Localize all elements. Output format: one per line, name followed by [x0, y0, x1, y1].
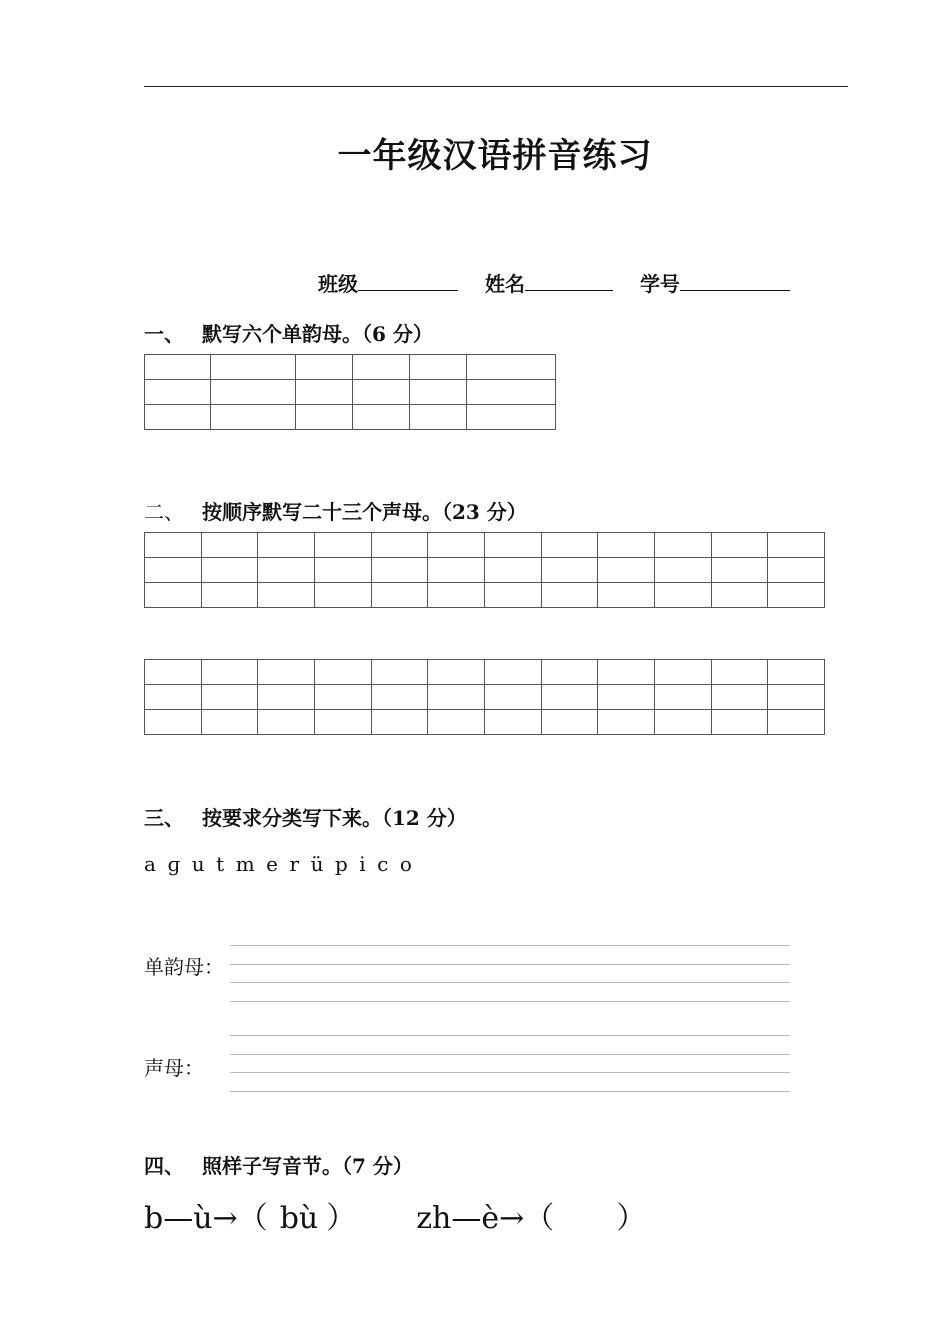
- exercise-final: è: [481, 1201, 500, 1236]
- grid-cell[interactable]: [314, 558, 371, 583]
- grid-cell[interactable]: [145, 583, 202, 608]
- grid-cell[interactable]: [145, 710, 202, 735]
- grid-cell[interactable]: [484, 533, 541, 558]
- letter-item: r: [289, 852, 300, 876]
- grid-cell[interactable]: [711, 710, 768, 735]
- grid-cell[interactable]: [353, 380, 410, 405]
- grid-cell[interactable]: [428, 533, 485, 558]
- grid-cell[interactable]: [211, 355, 296, 380]
- grid-cell[interactable]: [467, 355, 556, 380]
- letter-list: [144, 852, 423, 876]
- grid-cell[interactable]: [410, 405, 467, 430]
- grid-cell[interactable]: [484, 558, 541, 583]
- letter-item: t: [216, 852, 225, 876]
- grid-cell[interactable]: [353, 405, 410, 430]
- open-paren: （: [524, 1201, 555, 1236]
- grid-cell[interactable]: [598, 583, 655, 608]
- grid-row: [145, 355, 556, 380]
- grid-cell[interactable]: [145, 558, 202, 583]
- grid-cell[interactable]: [258, 583, 315, 608]
- writing-line[interactable]: [230, 1072, 790, 1073]
- header-rule: [144, 86, 848, 87]
- section-2-number: 二、: [144, 500, 184, 524]
- grid-cell[interactable]: [467, 380, 556, 405]
- writing-line[interactable]: [230, 1035, 790, 1036]
- section-4-text: 照样子写音节。（7 分）: [202, 1154, 413, 1178]
- close-paren: ）: [616, 1201, 647, 1236]
- grid-cell[interactable]: [541, 583, 598, 608]
- grid-cell[interactable]: [314, 533, 371, 558]
- close-paren: ）: [326, 1201, 357, 1236]
- grid-cell[interactable]: [654, 685, 711, 710]
- example-final: ù: [193, 1201, 213, 1236]
- grid-cell[interactable]: [371, 558, 428, 583]
- grid-cell[interactable]: [145, 405, 211, 430]
- grid-cell[interactable]: [371, 660, 428, 685]
- section-3-number: 三、: [144, 806, 184, 830]
- name-field[interactable]: [525, 270, 613, 291]
- grid-row: [145, 660, 825, 685]
- grid-cell[interactable]: [145, 533, 202, 558]
- grid-cell[interactable]: [711, 583, 768, 608]
- section-1-heading: [144, 318, 433, 347]
- grid-cell[interactable]: [145, 685, 202, 710]
- grid-cell[interactable]: [428, 710, 485, 735]
- grid-cell[interactable]: [258, 685, 315, 710]
- class-field[interactable]: [358, 270, 458, 291]
- exercise-dash: —: [451, 1201, 482, 1236]
- letter-item: i: [359, 852, 366, 876]
- initials-grid-2[interactable]: [144, 659, 825, 735]
- grid-cell[interactable]: [484, 685, 541, 710]
- grid-cell[interactable]: [201, 685, 258, 710]
- grid-cell[interactable]: [541, 710, 598, 735]
- single-finals-grid[interactable]: [144, 354, 556, 430]
- grid-cell[interactable]: [484, 583, 541, 608]
- grid-cell[interactable]: [145, 660, 202, 685]
- section-2-heading: [144, 496, 527, 525]
- grid-cell[interactable]: [541, 685, 598, 710]
- grid-cell[interactable]: [711, 660, 768, 685]
- grid-cell[interactable]: [768, 558, 825, 583]
- grid-cell[interactable]: [598, 710, 655, 735]
- grid-cell[interactable]: [410, 355, 467, 380]
- page-title: 一年级汉语拼音练习: [337, 136, 653, 176]
- grid-cell[interactable]: [410, 380, 467, 405]
- grid-row: [145, 533, 825, 558]
- section-2-text: 按顺序默写二十三个声母。（23 分）: [202, 500, 527, 524]
- grid-cell[interactable]: [145, 380, 211, 405]
- grid-cell[interactable]: [428, 583, 485, 608]
- grid-cell[interactable]: [296, 380, 353, 405]
- section-4-heading: [144, 1150, 413, 1179]
- grid-cell[interactable]: [598, 558, 655, 583]
- grid-cell[interactable]: [598, 685, 655, 710]
- grid-cell[interactable]: [654, 710, 711, 735]
- arrow-icon: →: [499, 1201, 525, 1236]
- grid-row: [145, 558, 825, 583]
- grid-cell[interactable]: [258, 660, 315, 685]
- section-1-number: 一、: [144, 322, 184, 346]
- grid-cell[interactable]: [654, 533, 711, 558]
- grid-cell[interactable]: [768, 710, 825, 735]
- grid-cell[interactable]: [201, 710, 258, 735]
- grid-cell[interactable]: [598, 533, 655, 558]
- grid-cell[interactable]: [371, 685, 428, 710]
- section-4-number: 四、: [144, 1154, 184, 1178]
- grid-cell[interactable]: [541, 558, 598, 583]
- letter-item: ü: [310, 852, 324, 876]
- grid-cell[interactable]: [541, 660, 598, 685]
- grid-cell[interactable]: [258, 558, 315, 583]
- grid-row: [145, 380, 556, 405]
- name-label: 姓名: [484, 272, 525, 296]
- grid-row: [145, 583, 825, 608]
- writing-line[interactable]: [230, 1001, 790, 1002]
- grid-cell[interactable]: [467, 405, 556, 430]
- grid-row: [145, 685, 825, 710]
- writing-line[interactable]: [230, 982, 790, 983]
- section-3-heading: [144, 802, 467, 831]
- grid-cell[interactable]: [654, 583, 711, 608]
- grid-cell[interactable]: [484, 660, 541, 685]
- grid-row: [145, 405, 556, 430]
- initials-label: 声母：: [144, 1056, 204, 1080]
- student-info: [318, 268, 790, 297]
- grid-cell[interactable]: [598, 660, 655, 685]
- grid-cell[interactable]: [711, 558, 768, 583]
- grid-cell[interactable]: [428, 685, 485, 710]
- letter-item: a: [144, 852, 156, 876]
- class-label: 班级: [318, 272, 358, 296]
- grid-cell[interactable]: [768, 533, 825, 558]
- example-answer: bù: [279, 1201, 319, 1236]
- grid-cell[interactable]: [711, 685, 768, 710]
- grid-cell[interactable]: [371, 583, 428, 608]
- letter-item: m: [235, 852, 255, 876]
- grid-cell[interactable]: [711, 533, 768, 558]
- grid-cell[interactable]: [258, 710, 315, 735]
- grid-cell[interactable]: [314, 583, 371, 608]
- example-initial: b: [144, 1201, 164, 1236]
- grid-cell[interactable]: [768, 685, 825, 710]
- id-label: 学号: [639, 272, 680, 296]
- letter-item: o: [399, 852, 412, 876]
- grid-cell[interactable]: [654, 558, 711, 583]
- grid-cell[interactable]: [541, 533, 598, 558]
- writing-line[interactable]: [230, 1054, 790, 1055]
- single-finals-label: 单韵母：: [144, 955, 224, 979]
- grid-cell[interactable]: [201, 558, 258, 583]
- grid-cell[interactable]: [353, 355, 410, 380]
- grid-cell[interactable]: [428, 660, 485, 685]
- letter-item: u: [191, 852, 205, 876]
- grid-cell[interactable]: [201, 533, 258, 558]
- grid-cell[interactable]: [314, 710, 371, 735]
- grid-cell[interactable]: [201, 583, 258, 608]
- grid-cell[interactable]: [484, 710, 541, 735]
- grid-cell[interactable]: [296, 355, 353, 380]
- grid-cell[interactable]: [201, 660, 258, 685]
- grid-cell[interactable]: [314, 660, 371, 685]
- id-field[interactable]: [680, 270, 790, 291]
- grid-cell[interactable]: [314, 685, 371, 710]
- grid-cell[interactable]: [145, 355, 211, 380]
- grid-cell[interactable]: [768, 660, 825, 685]
- letter-item: p: [334, 852, 348, 876]
- arrow-icon: →: [212, 1201, 238, 1236]
- syllable-example: [144, 1193, 646, 1237]
- letter-item: e: [266, 852, 278, 876]
- grid-cell[interactable]: [258, 533, 315, 558]
- section-3-text: 按要求分类写下来。（12 分）: [202, 806, 467, 830]
- grid-row: [145, 710, 825, 735]
- grid-cell[interactable]: [296, 405, 353, 430]
- letter-item: c: [377, 852, 389, 876]
- writing-line[interactable]: [230, 1091, 790, 1092]
- grid-cell[interactable]: [211, 405, 296, 430]
- writing-line[interactable]: [230, 964, 790, 965]
- grid-cell[interactable]: [211, 380, 296, 405]
- example-dash: —: [163, 1201, 194, 1236]
- grid-cell[interactable]: [768, 583, 825, 608]
- grid-cell[interactable]: [428, 558, 485, 583]
- open-paren: （: [237, 1201, 268, 1236]
- writing-line[interactable]: [230, 945, 790, 946]
- grid-cell[interactable]: [371, 710, 428, 735]
- letter-item: ɡ: [167, 852, 181, 876]
- grid-cell[interactable]: [654, 660, 711, 685]
- exercise-initial: zh: [416, 1201, 452, 1236]
- initials-grid-1[interactable]: [144, 532, 825, 608]
- section-1-text: 默写六个单韵母。（6 分）: [202, 322, 433, 346]
- grid-cell[interactable]: [371, 533, 428, 558]
